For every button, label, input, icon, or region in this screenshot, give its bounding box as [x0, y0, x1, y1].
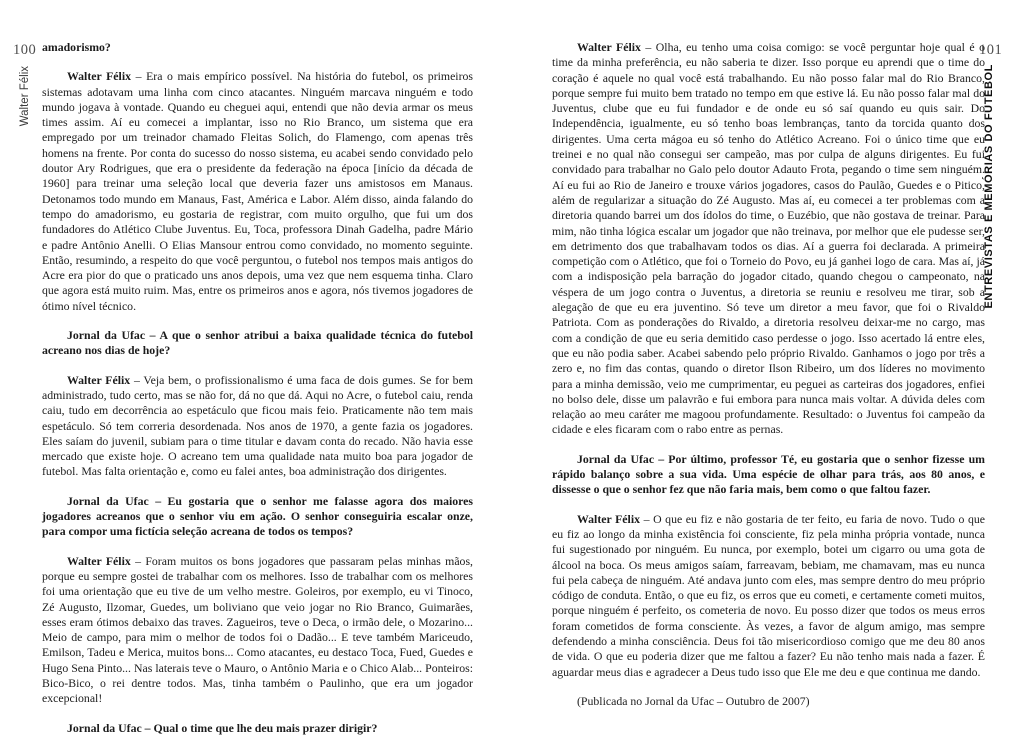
- speaker-label: Walter Félix: [577, 511, 640, 526]
- speaker-label: Walter Félix: [67, 553, 131, 568]
- page-number-right: 101: [979, 42, 1003, 58]
- speaker-label: Walter Félix: [67, 69, 131, 84]
- running-head-right: ENTREVISTAS E MEMÓRIAS DO FUTEBOL: [983, 64, 995, 309]
- answer-paragraph: Walter Félix – Foram muitos os bons jogadores que passaram pelas minhas mãos, porque eu sempre gostei de trabalhar com os melhores. Isso de trabalhar com os melhores foi uma orientação que eu tive de um velho mestre. Goleiros, por exemplo, eu vi Tinoco, Zé Augusto, Ilzomar, Guedes, um boliviano que veio jogar no Rio Branco, Guimarães, esses eram ótimos debaixo das traves. Zagueiros, teve o Deca, o irmão dele, o Mozarino... Meio de campo, para mim o melhor de todos foi o Dadão... E teve também Mariceudo, Emilson, Tadeu e Merica, muitos bons... Como atacantes, eu destaco Toca, Fued, Guedes e Hugo Sena Pinto... Nas laterais teve o Mauro, o Antônio Maria e o Chico Alab... Ponteiros: Bico-Bico, o rei dentre todos. Mas, tinha também o Paulinho, que era um jogador excepcional!: [42, 553, 473, 706]
- question-paragraph: Jornal da Ufac – A que o senhor atribui a baixa qualidade técnica do futebol acreano nos dias de hoje?: [42, 328, 473, 358]
- answer-paragraph: Walter Félix – Olha, eu tenho uma coisa comigo: se você perguntar hoje qual é o time da minha preferência, eu não saberia te dizer. Isso porque eu aprendi que o time do coração é aquele no qual você está trabalhando. Eu não posso falar mal do Rio Branco, porque sempre fui muito bem tratado no tempo em que estive lá. Eu não posso falar mal do Juventus, clube que eu fui fundador e de onde eu só saí quando eu quis sair. Do Independência, igualmente, eu só tenho boas lembranças, tanto da torcida quanto dos dirigentes. Uma certa mágoa eu só tenho do Atlético Acreano. Foi o único time que eu treinei e no qual não consegui ser campeão, mas por culpa de alguns dirigentes. Eu fui convidado para trabalhar no Galo pelo doutor Adauto Frota, pegando o time sem ninguém. Aí eu fui ao Rio de Janeiro e trouxe vários jogadores, casos do Paulão, Guedes e o Pitico, além de regularizar a situação do Zé Augusto. Mas aí, eu comecei a ter problemas com a diretoria quando barrei um dos ídolos do time, o Euzébio, que não gostava de treinar. Para mim, não tinha lógica escalar um jogador que não treinava, por melhor que ele pudesse ser, em detrimento dos que trabalhavam todos os dias. Aí a guerra foi declarada. A primeira competição com o Atlético, que foi o Torneio do Povo, eu já ganhei logo de cara. Mas aí, já com a indisposição pela barração do jogador citado, quando chegou o campeonato, na véspera de um jogo contra o Juventus, a diretoria se reuniu e resolveu me tirar, sob a alegação de que eu era juventino. Só teve um diretor a meu favor, que foi o Rivaldo Patriota. Com as ponderações do Rivaldo, a diretoria resolveu deixar-me no cargo, mas com a condição de que eu seria demitido caso perdesse o jogo. Isso acertado lá entre eles, que eu não podia saber. Acabei sabendo pelo próprio Rivaldo. Ganhamos o jogo por três a zero e, no fim das contas, quando o diretor Ilson Ribeiro, um dos líderes no movimento para a minha demissão, veio me cumprimentar, eu peguei as carteiras dos jogadores, enfiei no bolso dele, disse um palavrão e fui embora para nunca mais voltar. A dúvida deles com relação ao meu caráter me magoou profundamente. Resultado: o Juventus foi campeão da cidade e eles ficaram com o rabo entre as pernas.: [552, 40, 985, 437]
- right-page-text-column: [552, 40, 985, 709]
- running-head-left: Walter Félix: [19, 66, 31, 127]
- question-paragraph: Jornal da Ufac – Qual o time que lhe deu mais prazer dirigir?: [67, 720, 378, 735]
- note-paragraph: (Publicada no Jornal da Ufac – Outubro de 2007): [577, 693, 810, 708]
- answer-paragraph: Walter Félix – Era o mais empírico possível. Na história do futebol, os primeiros sistemas adotavam uma linha com cinco atacantes. Ninguém marcava ninguém e todo mundo jogava à vontade. Quando eu cheguei aqui, entendi que não devia armar os meus times assim. Aí eu comecei a implantar, isso no Rio Branco, um sistema que era empregado por um treinador chamado Fleitas Solich, do Flamengo, com apenas três homens na frente. Por conta do sucesso do nosso sistema, eu acabei sendo convidado pelo doutor Ary Rodrigues, que era o presidente da federação na época [início da década de 1960] para treinar uma seleção local que deveria fazer uns amistosos em Manaus. Detonamos todo mundo em Manaus, Fast, América e Labor. Além disso, ainda falando do tempo do amadorismo, eu gostaria de registrar, com muito orgulho, que fui um dos fundadores do Atlético Clube Juventus. Eu, Toca, professora Dinah Gadelha, padre Mário e padre Antônio Anelli. O Elias Mansour entrou como convidado, no momento seguinte. Então, resumindo, a respeito do que você perguntou, o futebol nos tempos mais antigos do Acre era pior do que o praticado uns anos depois, uma vez que nem esquema tinha. Claro que agora está muito ruim. Mas, entre os primeiros anos e agora, nós tivemos jogadores de ótimo nível técnico.: [42, 69, 474, 313]
- speaker-label: Jornal da Ufac: [67, 720, 142, 735]
- left-page-text-column: [42, 40, 473, 736]
- speaker-label: Jornal da Ufac: [577, 451, 655, 466]
- speaker-label: Jornal da Ufac: [67, 493, 149, 508]
- speaker-label: Jornal da Ufac: [67, 328, 146, 343]
- speaker-label: Walter Félix: [67, 372, 131, 387]
- answer-paragraph: Walter Félix – Veja bem, o profissionalismo é uma faca de dois gumes. Se for bem administrado, tudo certo, mas se não for, dá no que dá. Aqui no Acre, o futebol caiu, renda caiu, tudo em decorrência ao espetáculo que ficou mais feio. Praticamente não tem mais espetáculo. Só tem correria desordenada. Nos anos de 1970, a gente fazia os jogadores. Eles saíam do juvenil, subiam para o time titular e davam conta do recado. Não havia esse mercado que existe hoje. O acreano tem uma qualidade nata muito boa para jogador de futebol. Mas falta orientação e, como eu falei antes, boa administração dos dirigentes.: [42, 372, 473, 479]
- page-number-left: 100: [13, 42, 37, 58]
- speaker-label: Walter Félix: [577, 40, 641, 54]
- question-paragraph: Jornal da Ufac – Por último, professor Té, eu gostaria que o senhor fizesse um rápido balanço sobre a sua vida. Uma espécie de olhar para trás, aos 80 anos, e dissesse o que o senhor fez que não faria mais, bem como o que faltou fazer.: [552, 451, 985, 497]
- heading-fragment-paragraph: amadorismo?: [42, 40, 111, 54]
- answer-paragraph: Walter Félix – O que eu fiz e não gostaria de ter feito, eu faria de novo. Tudo o que eu fiz ao longo da minha existência foi consciente, fiz pela minha própria vontade, nunca fui sugestionado por ninguém. Eu nunca, por exemplo, botei um cigarro ou uma gota de álcool na boca. Os meus amigos saíam, farreavam, bebiam, me chamavam, mas eu nunca fui pela cabeça de ninguém. Até andava junto com eles, mas sempre dentro do meu próprio código de conduta. Então, o que eu fiz, os erros que eu cometi, e certamente cometi muitos, porque ninguém é perfeito, os cometeria de novo. Eu posso dizer que todos os meus erros foram cometidos de forma consciente. Às vezes, a favor de algum amigo, mas sempre defendendo a minha consciência. Deus foi tão misericordioso comigo que me deu 80 anos de vida. O que eu poderia dizer que me faltou a fazer? Eu não tenho mais nada a fazer. É aguardar meus dias e agradecer a Deus tudo isso que Ele me deu e que continua me dando.: [552, 511, 985, 679]
- question-paragraph: Jornal da Ufac – Eu gostaria que o senhor me falasse agora dos maiores jogadores acreanos que o senhor viu em ação. O senhor conseguiria escalar onze, para compor uma fictícia seleção acreana de todos os tempos?: [42, 493, 473, 539]
